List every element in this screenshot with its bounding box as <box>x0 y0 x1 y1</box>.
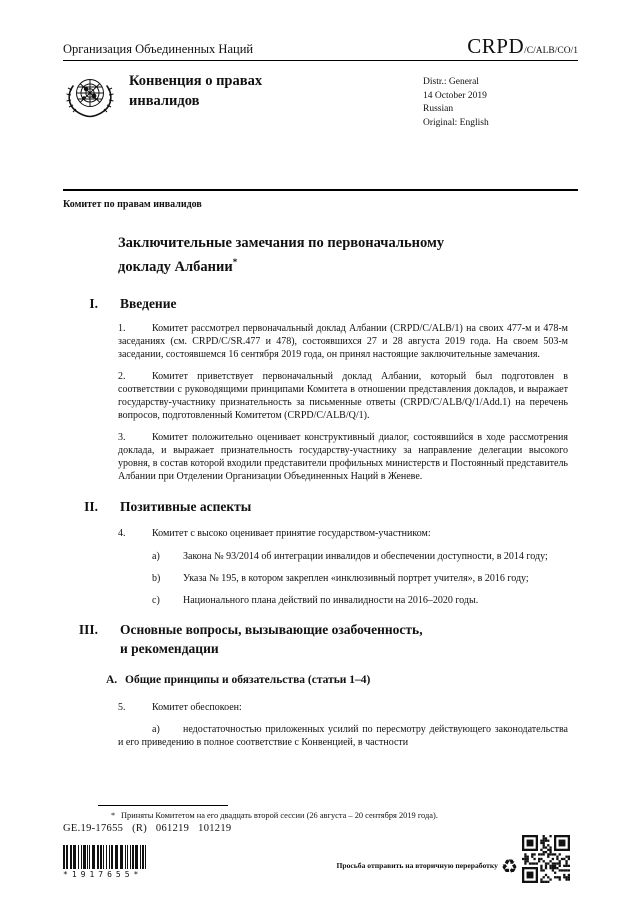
item-letter: c) <box>152 594 160 606</box>
section-title-line2: и рекомендации <box>120 640 219 656</box>
paragraph-text: Комитет с высоко оценивает принятие государством-участником: <box>152 527 431 539</box>
paragraph-text: Комитет рассмотрел первоначальный доклад Албании (CRPD/C/ALB/1) на своих 477-м и 478-м заседаниях (см. CRPD/C/SR.477 и 478), состоявшихся 27 и 28 августа 2019 года. На своем 503-м заседании, состоявшемся 16 сентября 2019 года, он принял настоящие заключительные замечания. <box>118 322 568 360</box>
title-footnote-marker: * <box>232 257 238 267</box>
paragraph-3 <box>118 431 568 483</box>
section-numeral: II. <box>84 498 98 514</box>
item-text: Закона № 93/2014 об интеграции инвалидов и обеспечении доступности, в 2014 году; <box>183 550 548 562</box>
footnote-divider <box>98 805 228 806</box>
list-item-c <box>118 594 568 607</box>
committee-name: Комитет по правам инвалидов <box>63 199 202 210</box>
paragraph-text: Комитет приветствует первоначальный доклад Албании, который был подготовлен в соответствии с руководящими принципами Комитета в отношении представления докладов, и выражает государству-участнику признательность за письменные ответы (CRPD/C/ALB/Q/1/Add.1) на перечень вопросов, подготовленный Комитетом (CRPD/C/ALB/Q/1). <box>118 370 568 421</box>
un-emblem-icon <box>63 72 117 120</box>
list-item-b <box>118 572 568 585</box>
paragraph-number: 5. <box>118 701 126 713</box>
section-title <box>120 620 500 658</box>
recycle-text: Просьба отправить на вторичную переработку <box>336 861 498 870</box>
section-heading-positive-aspects <box>63 497 578 516</box>
distr-type: Distr.: General <box>423 77 479 87</box>
paragraph-text: Комитет обеспокоен: <box>152 701 242 713</box>
distr-language: Russian <box>423 104 454 114</box>
document-title-line2: докладу Албании* <box>118 257 238 275</box>
list-item-a2 <box>118 723 568 749</box>
convention-title <box>129 71 262 111</box>
masthead <box>63 71 578 133</box>
convention-title-line2: инвалидов <box>129 93 200 109</box>
distr-date: 14 October 2019 <box>423 90 487 101</box>
org-name: Организация Объединенных Наций <box>63 42 254 56</box>
list-item-a <box>118 550 568 563</box>
ge-reference: GE.19-17655 (R) 061219 101219 <box>63 823 232 834</box>
subsection-title: Общие принципы и обязательства (статьи 1–4) <box>125 673 371 686</box>
document-title-line1: Заключительные замечания по первоначальному <box>118 235 445 251</box>
footnote <box>98 810 538 821</box>
item-letter: b) <box>152 572 161 584</box>
document-symbol <box>467 36 578 57</box>
barcode <box>63 845 149 869</box>
recycle-icon: ♻ <box>500 856 518 878</box>
paragraph-5 <box>118 701 568 714</box>
paragraph-4 <box>118 527 568 540</box>
page-header <box>63 36 578 61</box>
qr-code <box>522 835 570 883</box>
recycle-note <box>250 856 518 878</box>
section-numeral: I. <box>89 295 98 311</box>
paragraph-1 <box>118 322 568 361</box>
document-symbol-main: CRPD <box>467 34 525 58</box>
item-text: недостаточностью приложенных усилий по пересмотру действующего законодательства и его приведению в полное соответствие с Конвенцией, в частности <box>118 723 568 748</box>
subsection-heading-general-principles <box>63 673 578 688</box>
header-divider <box>63 189 578 191</box>
section-heading-principal-concerns <box>63 620 578 658</box>
distr-original: Original: English <box>423 117 489 128</box>
section-heading-introduction <box>63 294 578 313</box>
section-title: Позитивные аспекты <box>120 498 252 514</box>
paragraph-number: 3. <box>118 431 126 443</box>
convention-title-line1: Конвенция о правах <box>129 73 263 89</box>
item-letter: a) <box>152 550 160 562</box>
section-numeral: III. <box>78 621 98 637</box>
item-letter: a) <box>152 723 160 735</box>
document-symbol-suffix: /C/ALB/CO/1 <box>524 46 578 56</box>
barcode-digits: *1917655* <box>63 870 143 879</box>
item-text: Указа № 195, в котором закреплен «инклюзивный портрет учителя», в 2016 году; <box>183 572 529 584</box>
document-title <box>118 234 508 277</box>
subsection-letter: A. <box>106 673 118 686</box>
distribution-block <box>423 76 489 130</box>
footnote-marker: * <box>111 811 116 820</box>
paragraph-number: 2. <box>118 370 126 382</box>
paragraph-text: Комитет положительно оценивает конструктивный диалог, состоявшийся в ходе рассмотрения доклада, и выражает признательность государству-участнику за направление делегации высокого уровня, в состав которой входили представители профильных министерств и Постоянный представитель Албании при Отделении Организации Объединенных Наций в Женеве. <box>118 431 568 482</box>
section-title-line1: Основные вопросы, вызывающие озабоченность, <box>120 621 423 637</box>
item-text: Национального плана действий по инвалидности на 2016–2020 годы. <box>183 594 479 606</box>
paragraph-2 <box>118 370 568 422</box>
paragraph-number: 1. <box>118 322 126 334</box>
footnote-text: Приняты Комитетом на его двадцать второй сессии (26 августа – 20 сентября 2019 года). <box>121 811 438 820</box>
paragraph-number: 4. <box>118 527 126 539</box>
section-title: Введение <box>120 295 177 311</box>
